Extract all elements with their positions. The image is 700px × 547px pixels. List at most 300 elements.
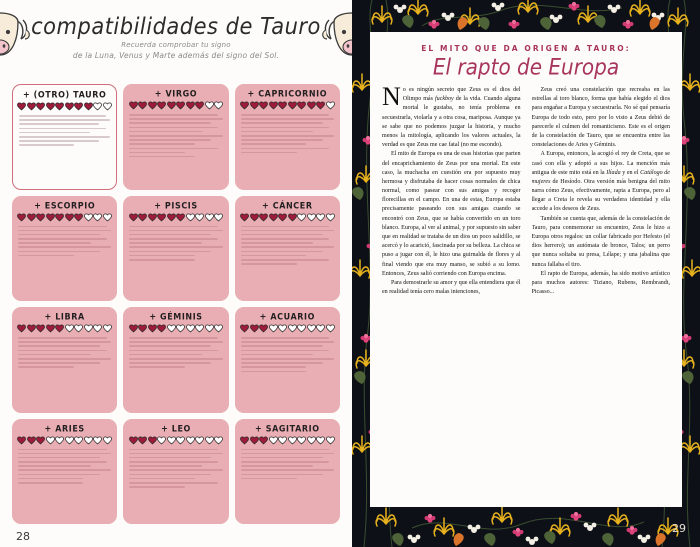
heart-outline-icon [93,324,102,333]
handwriting-line [129,148,218,150]
compatibility-card-body [241,225,334,265]
handwriting-line [18,358,111,360]
handwriting-line [129,131,202,133]
heart-filled-icon [74,102,83,111]
handwriting-line [18,341,111,343]
compatibility-card[interactable] [235,419,340,525]
heart-outline-icon [74,324,83,333]
compatibility-card-title: + ESCORPIO [34,199,96,211]
compatibility-card-title: + ARIES [44,422,85,434]
handwriting-line [129,461,218,463]
handwriting-line [18,350,107,352]
compatibility-card-body [241,113,334,153]
heart-filled-icon [148,324,157,333]
handwriting-line [241,143,306,145]
heart-outline-icon [205,324,214,333]
left-title-block [31,10,321,60]
handwriting-line [18,362,100,364]
compatibility-card-body [18,448,111,484]
heart-filled-icon [167,213,176,222]
handwriting-line [241,127,330,129]
handwriting-line [19,123,99,125]
heart-filled-icon [259,324,268,333]
heart-filled-icon [157,101,166,110]
handwriting-line [129,350,218,352]
heart-outline-icon [316,436,325,445]
heart-filled-icon [278,101,287,110]
handwriting-line [241,114,330,116]
heart-outline-icon [297,436,306,445]
handwriting-line [241,461,330,463]
compatibility-card[interactable] [12,196,117,302]
heart-filled-icon [176,213,185,222]
handwriting-line [129,366,185,368]
handwriting-line [241,366,306,368]
compatibility-card-body [129,113,222,157]
handwriting-line [129,259,194,261]
handwriting-line [241,469,334,471]
heart-filled-icon [129,213,138,222]
heart-filled-icon [46,102,55,111]
handwriting-line [19,115,106,117]
article-paragraph: Para demostrarle su amor y que ella entendiera que él en realidad tenía cero malas intenciones, [382,279,521,296]
handwriting-line [241,478,297,480]
heart-filled-icon [148,213,157,222]
heart-outline-icon [214,324,223,333]
compatibility-rating [17,213,112,222]
bull-head-icon [0,10,31,66]
heart-filled-icon [157,213,166,222]
page-number-left: 28 [16,530,30,543]
heart-outline-icon [103,213,112,222]
handwriting-line [241,226,330,228]
handwriting-line [19,132,90,134]
compatibility-card[interactable] [235,307,340,413]
heart-outline-icon [186,436,195,445]
handwriting-line [129,251,211,253]
handwriting-line [241,341,334,343]
heart-filled-icon [307,101,316,110]
heart-filled-icon [288,213,297,222]
compatibility-rating [17,324,112,333]
subtitle-line-2: de la Luna, Venus y Marte además del signo del Sol. [72,51,280,60]
heart-filled-icon [269,101,278,110]
article-title: El rapto de Europa [432,53,620,81]
compatibility-card-title: + CÁNCER [262,199,313,211]
compatibility-grid [10,82,342,524]
handwriting-line [241,135,334,137]
handwriting-line [18,251,100,253]
handwriting-line [129,114,218,116]
handwriting-line [241,118,334,120]
heart-filled-icon [138,213,147,222]
heart-outline-icon [65,436,74,445]
handwriting-line [129,341,222,343]
handwriting-line [241,354,314,356]
heart-outline-icon [93,102,102,111]
heart-filled-icon [65,102,74,111]
handwriting-line [129,255,194,257]
heart-filled-icon [240,213,249,222]
heart-outline-icon [269,324,278,333]
heart-outline-icon [84,324,93,333]
handwriting-line [241,238,330,240]
heart-outline-icon [205,213,214,222]
heart-filled-icon [17,102,26,111]
handwriting-line [18,337,107,339]
heart-filled-icon [46,213,55,222]
heart-outline-icon [186,213,195,222]
heart-filled-icon [55,324,64,333]
heart-filled-icon [250,101,259,110]
article-column-right [532,86,671,499]
heart-filled-icon [129,101,138,110]
handwriting-line [129,226,218,228]
heart-outline-icon [176,436,185,445]
compatibility-card-title: + LEO [161,422,191,434]
right-page [352,0,700,547]
heart-filled-icon [167,101,176,110]
compatibility-rating [240,101,335,110]
article-paragraph: A Europa, entonces, la acogió el rey de Creta, que se casó con ella y adoptó a sus hijos. La mención más antigua de este mito está en la Ilíada y en el Catálogo de mujeres de Hesíodo. Otra versión más benigna del mito narra cómo Zeus, efectivamente, rapta a Europa, pero al llegar a Creta le revela su verdadera identidad y ella accede a los deseos de Zeus. [531,151,670,213]
heart-outline-icon [167,324,176,333]
heart-filled-icon [288,101,297,110]
handwriting-line [18,457,100,459]
handwriting-line [18,461,107,463]
page-title: compatibilidades de Tauro [31,12,321,40]
heart-filled-icon [138,101,147,110]
handwriting-line [241,234,323,236]
heart-filled-icon [186,101,195,110]
article-eyebrow: EL MITO QUE DA ORIGEN A TAURO: [421,44,631,53]
heart-filled-icon [129,324,138,333]
compatibility-card[interactable] [123,84,228,190]
handwriting-line [129,135,222,137]
heart-filled-icon [55,102,64,111]
heart-filled-icon [138,436,147,445]
compatibility-card-title: + PISCIS [154,199,198,211]
handwriting-line [241,337,330,339]
left-page-header [10,6,342,82]
handwriting-line [19,119,110,121]
handwriting-line [241,230,334,232]
heart-outline-icon [307,324,316,333]
compatibility-card[interactable] [123,307,228,413]
handwriting-line [241,139,323,141]
heart-filled-icon [250,324,259,333]
handwriting-line [19,136,110,138]
heart-outline-icon [316,324,325,333]
compatibility-card-title: + GÉMINIS [149,311,203,322]
handwriting-line [241,122,323,124]
handwriting-line [241,358,334,360]
compatibility-rating [240,436,335,445]
heart-filled-icon [138,324,147,333]
handwriting-line [129,465,202,467]
handwriting-line [129,486,185,488]
heart-filled-icon [84,102,93,111]
heart-outline-icon [214,213,223,222]
handwriting-line [18,230,111,232]
heart-filled-icon [27,102,36,111]
heart-outline-icon [316,213,325,222]
handwriting-line [241,131,314,133]
heart-outline-icon [307,213,316,222]
handwriting-line [241,259,330,261]
compatibility-rating [17,102,112,111]
article-paragraph: Zeus creó una constelación que recreaba en las estrellas al toro blanco, forma que había elegido el dios para engañar a Europa y secuestrarla. No sé qué pensaría Europa de todo esto, pero por lo visto a Zeus debió de parecerle el culmen del romanticismo. Este es el origen de la constelación de Tauro, que se encuentra entre las constelaciones de Aries y Géminis. [531,87,670,149]
handwriting-line [18,226,107,228]
handwriting-line [18,465,91,467]
heart-outline-icon [278,436,287,445]
compatibility-card-body [18,225,111,257]
handwriting-line [241,371,306,373]
handwriting-line [18,242,91,244]
heart-outline-icon [288,324,297,333]
heart-filled-icon [46,324,55,333]
compatibility-card-body [18,336,111,368]
compatibility-card-body [241,336,334,372]
compatibility-card-body [129,225,222,261]
compatibility-card[interactable] [12,84,117,190]
compatibility-rating [17,436,112,445]
handwriting-line [129,118,222,120]
article-paragraph: El mito de Europa es una de esas historias que parten del encaprichamiento de Zeus por una mortal. En este caso, la muchacha en cuestión era por supuesto muy hermosa y disfrutaba de hacer cosas normales de chica normal, como pasear con sus amigas y recoger florecillas en el campo. En una de estas, Europa estaba precisamente paseando con sus amigas cuando se encontró con Zeus, que se había convertido en un toro blanco. Europa, al ver al animal, y por supuesto sin saber que en realidad se trataba de un dios un poco salidillo, se acercó y lo acarició, fascinada por su belleza. La chica se puso a jugar con él, le hizo una guirnalda de flores y al final viendo que era muy manso, se subió a su lomo. Entonces, Zeus salió corriendo con Europa encima. [382,151,521,277]
heart-outline-icon [326,213,335,222]
article-paper-panel [370,32,682,507]
compatibility-card[interactable] [235,196,340,302]
handwriting-line [18,469,111,471]
heart-filled-icon [27,213,36,222]
heart-outline-icon [326,101,335,110]
compatibility-card-title: + (OTRO) TAURO [22,89,107,100]
compatibility-card-title: + SAGITARIO [255,422,320,434]
handwriting-line [129,242,202,244]
handwriting-line [129,345,211,347]
article-paragraph: El rapto de Europa, además, ha sido motivo artístico para muchos autores: Tiziano, Rubens, Rembrandt, Picasso... [531,270,670,296]
handwriting-line [129,230,222,232]
handwriting-line [129,246,222,248]
handwriting-line [19,128,106,130]
heart-filled-icon [36,102,45,111]
handwriting-line [18,345,100,347]
heart-filled-icon [278,213,287,222]
compatibility-card-body [129,448,222,488]
handwriting-line [18,453,111,455]
compatibility-card[interactable] [235,84,340,190]
handwriting-line [18,478,83,480]
handwriting-line [129,234,211,236]
handwriting-line [129,354,202,356]
subtitle-line-1: Recuerda comprobar tu signo [121,41,231,49]
heart-outline-icon [195,324,204,333]
handwriting-line [241,453,334,455]
heart-filled-icon [17,436,26,445]
heart-filled-icon [27,436,36,445]
heart-outline-icon [46,436,55,445]
heart-outline-icon [214,101,223,110]
heart-outline-icon [195,436,204,445]
handwriting-line [129,122,211,124]
heart-outline-icon [103,436,112,445]
heart-outline-icon [326,436,335,445]
heart-outline-icon [65,324,74,333]
heart-outline-icon [326,324,335,333]
heart-filled-icon [176,101,185,110]
handwriting-line [129,143,194,145]
handwriting-line [19,140,99,142]
heart-filled-icon [259,213,268,222]
handwriting-line [18,255,74,257]
heart-filled-icon [148,436,157,445]
heart-filled-icon [27,324,36,333]
compatibility-rating [129,101,224,110]
heart-outline-icon [307,436,316,445]
heart-outline-icon [297,213,306,222]
handwriting-line [18,474,100,476]
handwriting-line [129,127,218,129]
handwriting-line [129,482,218,484]
heart-outline-icon [205,436,214,445]
handwriting-line [18,482,83,484]
compatibility-card-title: + CAPRICORNIO [247,88,328,99]
heart-outline-icon [93,213,102,222]
handwriting-line [18,354,91,356]
handwriting-line [241,242,314,244]
handwriting-line [241,449,330,451]
handwriting-line [241,246,334,248]
heart-filled-icon [55,213,64,222]
handwriting-line [241,255,306,257]
handwriting-line [18,238,107,240]
heart-outline-icon [103,324,112,333]
compatibility-rating [240,324,335,333]
heart-filled-icon [195,101,204,110]
heart-outline-icon [84,436,93,445]
handwriting-line [129,152,185,154]
compatibility-rating [129,213,224,222]
heart-outline-icon [55,436,64,445]
article-paragraph: No es ningún secreto que Zeus es el dios del Olimpo más fuckboy de la vida. Cuando alguna mortal le gustaba, no tenía problema en secuestrarla, violarla y a otra cosa, mariposa. Aunque ya se sabe que no podemos juzgar la historia, y mucho menos la mitología, aplicando los valores actuales, la verdad es que Zeus me cae fatal (no me escondo). [382,86,521,149]
article-paragraph: También se cuenta que, además de la constelación de Tauro, para conmemorar su encuentro, Zeus le hizo a Europa otros regalos: un collar fabricado por Hefesto (el dios herrero); un autómata de bronce, Talos; un perro que nunca soltaba su presa, Lélape; y una jabalina que nunca fallaba el tiro. [531,215,670,268]
heart-outline-icon [103,102,112,111]
heart-filled-icon [65,213,74,222]
handwriting-line [18,449,107,451]
drop-cap: N [382,86,401,111]
heart-filled-icon [74,213,83,222]
handwriting-line [129,449,218,451]
heart-filled-icon [36,436,45,445]
heart-outline-icon [157,436,166,445]
heart-filled-icon [129,436,138,445]
heart-outline-icon [278,324,287,333]
compatibility-card[interactable] [123,196,228,302]
compatibility-card-title: + VIRGO [154,88,198,99]
compatibility-card-body [241,448,334,480]
handwriting-line [18,246,111,248]
handwriting-line [241,457,323,459]
compatibility-card-body [19,114,110,146]
heart-filled-icon [250,436,259,445]
heart-outline-icon [195,213,204,222]
page-number-right: 29 [672,522,686,535]
handwriting-line [129,139,211,141]
heart-filled-icon [148,101,157,110]
heart-outline-icon [186,324,195,333]
heart-filled-icon [259,436,268,445]
article-column-left [382,86,521,499]
heart-filled-icon [17,324,26,333]
handwriting-line [18,234,100,236]
handwriting-line [129,337,218,339]
handwriting-line [129,156,194,158]
handwriting-line [129,358,222,360]
heart-filled-icon [240,324,249,333]
compatibility-rating [240,213,335,222]
handwriting-line [241,263,297,265]
compatibility-rating [129,324,224,333]
compatibility-card[interactable] [123,419,228,525]
heart-outline-icon [93,436,102,445]
heart-outline-icon [167,436,176,445]
handwriting-line [241,474,323,476]
handwriting-line [129,478,194,480]
handwriting-line [18,366,74,368]
handwriting-line [129,457,211,459]
handwriting-line [129,474,211,476]
heart-outline-icon [297,324,306,333]
handwriting-line [241,152,297,154]
handwriting-line [129,238,218,240]
heart-outline-icon [74,436,83,445]
heart-filled-icon [36,213,45,222]
handwriting-line [241,350,330,352]
heart-filled-icon [240,436,249,445]
handwriting-line [241,148,330,150]
heart-outline-icon [214,436,223,445]
heart-outline-icon [205,101,214,110]
compatibility-rating [129,436,224,445]
heart-outline-icon [269,436,278,445]
handwriting-line [19,144,74,146]
handwriting-line [241,362,323,364]
heart-outline-icon [84,213,93,222]
heart-filled-icon [269,213,278,222]
heart-filled-icon [157,324,166,333]
heart-filled-icon [17,213,26,222]
heart-filled-icon [240,101,249,110]
heart-outline-icon [288,436,297,445]
heart-filled-icon [316,101,325,110]
compatibility-card-body [129,336,222,368]
handwriting-line [241,465,314,467]
compatibility-card-title: + LIBRA [44,311,85,322]
handwriting-line [129,453,222,455]
handwriting-line [241,345,323,347]
handwriting-line [129,362,211,364]
article-columns [382,86,670,499]
compatibility-card[interactable] [12,419,117,525]
heart-filled-icon [259,101,268,110]
heart-filled-icon [297,101,306,110]
heart-outline-icon [176,324,185,333]
compatibility-card-title: + ACUARIO [259,311,315,322]
handwriting-line [241,251,323,253]
handwriting-line [129,469,222,471]
compatibility-card[interactable] [12,307,117,413]
heart-filled-icon [36,324,45,333]
heart-filled-icon [250,213,259,222]
